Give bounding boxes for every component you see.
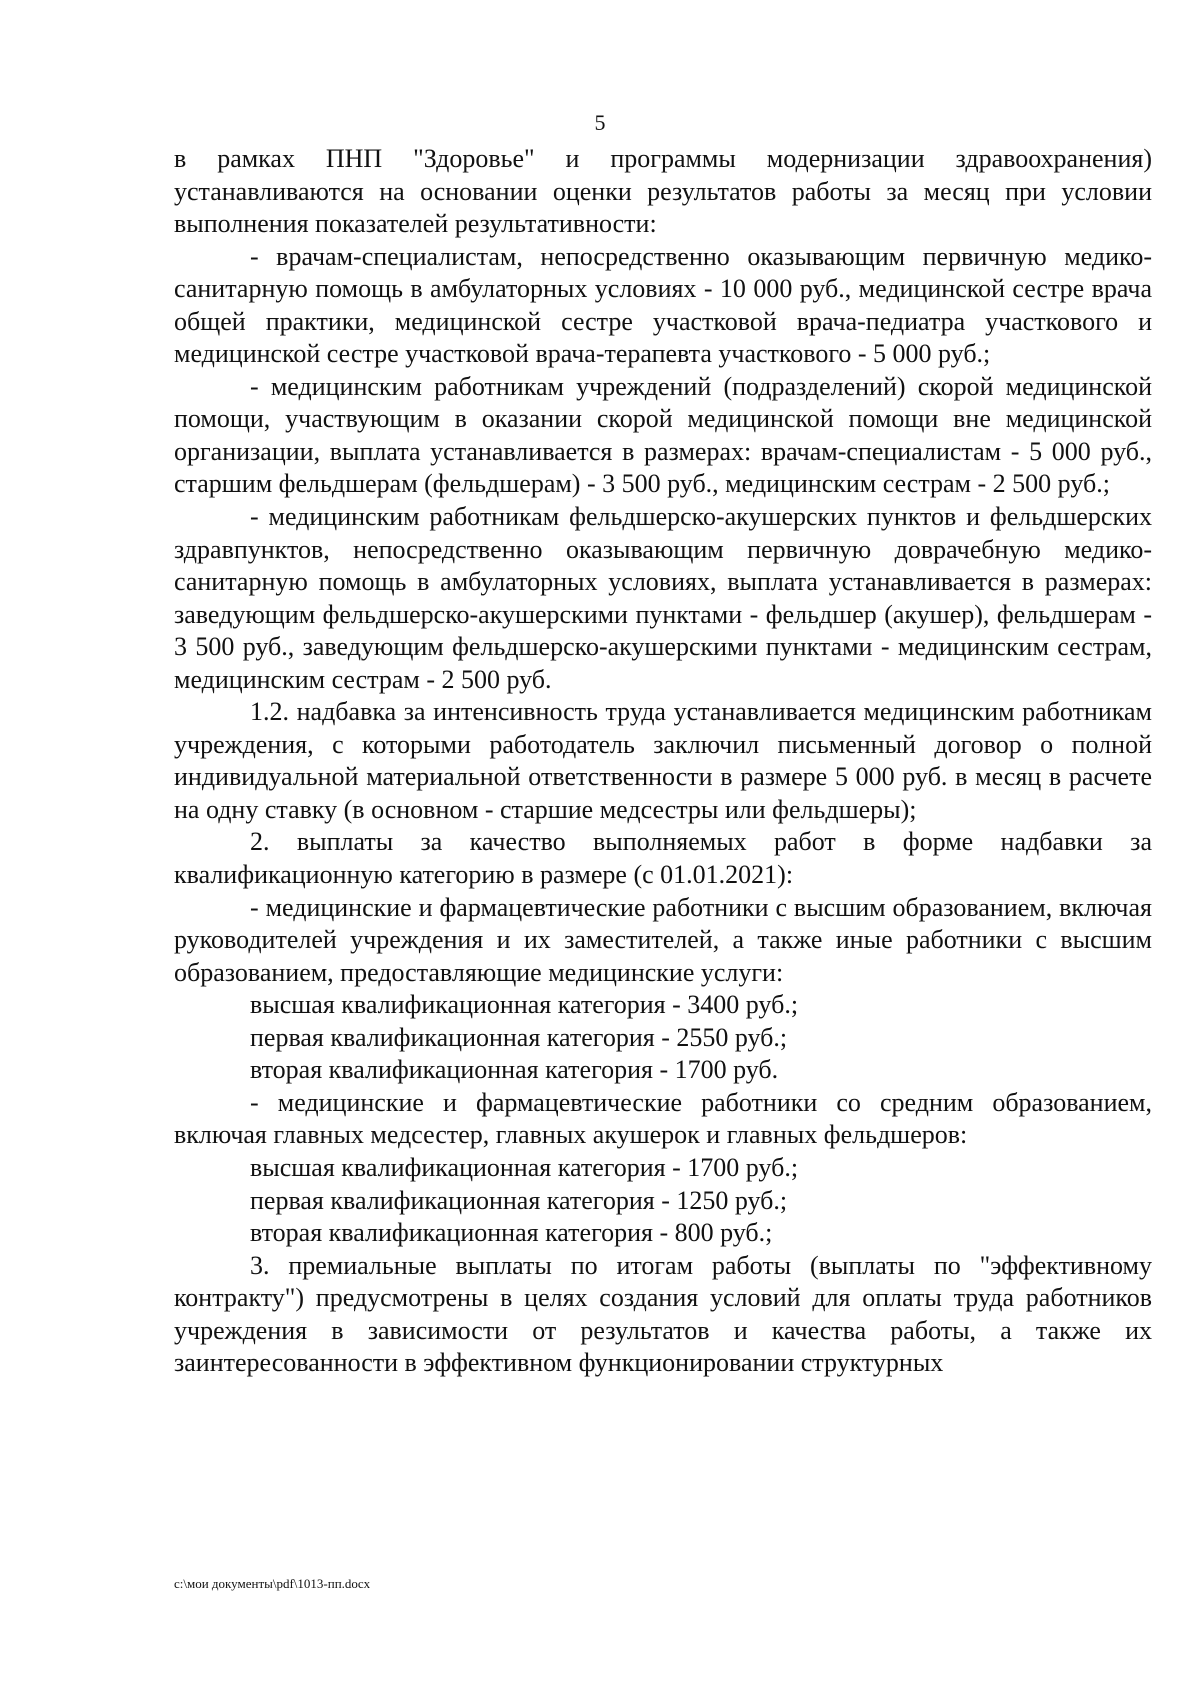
paragraph-continuation: в рамках ПНП "Здоровье" и программы модернизации здравоохранения) устанавливаются на основании оценки результатов работы за месяц при условии выполнения показателей результативности: <box>174 144 1152 239</box>
document-body <box>174 143 1152 1380</box>
footer-file-path: c:\мои документы\pdf\1013-пп.docx <box>174 1576 371 1591</box>
list-item: вторая квалификационная категория - 800 руб.; <box>250 1218 773 1248</box>
list-item: первая квалификационная категория - 1250 руб.; <box>250 1185 788 1215</box>
paragraph-bonus-payments: 3. премиальные выплаты по итогам работы (выплаты по "эффективному контракту") предусмотрены в целях создания условий для оплаты труда работников учреждения в зависимости от результатов и качества работы, а также их заинтересованности в эффективном функционировании структурных <box>174 1250 1152 1378</box>
list-item: вторая квалификационная категория - 1700 руб. <box>250 1055 779 1085</box>
paragraph-specialists: - врачам-специалистам, непосредственно оказывающим первичную медико-санитарную помощь в амбулаторных условиях - 10 000 руб., медицинской сестре врача общей практики, медицинской сестре участковой врача-педиатра участкового и медицинской сестре участковой врача-терапевта участкового - 5 000 руб.; <box>174 241 1152 369</box>
paragraph-intensity-bonus: 1.2. надбавка за интенсивность труда устанавливается медицинским работникам учреждения, с которыми работодатель заключил письменный договор о полной индивидуальной материальной ответственности в размере 5 000 руб. в месяц в расчете на одну ставку (в основном - старшие медсестры или фельдшеры); <box>174 697 1152 824</box>
list-item: высшая квалификационная категория - 3400 руб.; <box>250 990 799 1020</box>
page-number: 5 <box>594 110 606 135</box>
paragraph-quality-payments: 2. выплаты за качество выполняемых работ в форме надбавки за квалификационную категорию в размере (с 01.01.2021): <box>174 827 1152 890</box>
paragraph-ambulance: - медицинским работникам учреждений (подразделений) скорой медицинской помощи, участвующим в оказании скорой медицинской помощи вне медицинской организации, выплата устанавливается в размерах: врачам-специалистам - 5 000 руб., старшим фельдшерам (фельдшерам) - 3 500 руб., медицинским сестрам - 2 500 руб.; <box>174 371 1152 499</box>
paragraph-feldsher-points: - медицинским работникам фельдшерско-акушерских пунктов и фельдшерских здравпунктов, непосредственно оказывающим первичную доврачебную медико-санитарную помощь в амбулаторных условиях, выплата устанавливается в размерах: заведующим фельдшерско-акушерскими пунктами - фельдшер (акушер), фельдшерам - 3 500 руб., заведующим фельдшерско-акушерскими пунктами - медицинским сестрам, медицинским сестрам - 2 500 руб. <box>174 502 1152 694</box>
paragraph-higher-education: - медицинские и фармацевтические работники с высшим образованием, включая руководителей учреждения и их заместителей, а также иные работники с высшим образованием, предоставляющие медицинские услуги: <box>174 892 1152 987</box>
list-item: первая квалификационная категория - 2550 руб.; <box>250 1022 788 1052</box>
paragraph-secondary-education: - медицинские и фармацевтические работники со средним образованием, включая главных медсестер, главных акушерок и главных фельдшеров: <box>174 1087 1152 1150</box>
list-item: высшая квалификационная категория - 1700 руб.; <box>250 1152 799 1182</box>
